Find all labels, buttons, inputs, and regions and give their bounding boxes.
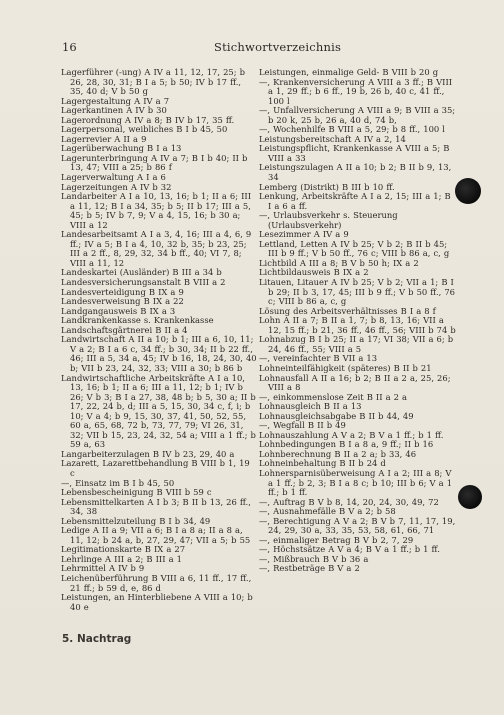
index-entry: Landschaftsgärtnerei B II a 4 bbox=[61, 324, 188, 335]
index-entry: Lichtbild A III a 8; B V b 50 h; IX a 2 bbox=[259, 257, 419, 268]
index-entry: Lohnersparnisüberweisung A I a 2; III a 8; V a 1 ff.; b 2, 3; B I a 8 c; b 10; III b 6; V a 1 ff.; b 1 ff. bbox=[259, 467, 453, 498]
punch-hole-top bbox=[455, 178, 481, 204]
index-entry: —, Einsatz im B I b 45, 50 bbox=[61, 477, 175, 488]
index-entry: Landwirtschaft A II a 10; b 1; III a 6, 10, 11; V a 2; B I a 6 c, 34 ff.; b 30, 34; II b 22 ff., 46; III a 5, 34 a, 45; IV b 16, 18, 24, 30, 40 b; VII b 23, 24, 32, 33; VIII a 30; b 86 b bbox=[61, 334, 257, 373]
index-entry: Lohnberechnung B II a 2 a; b 33, 46 bbox=[259, 448, 417, 459]
index-entry: Lehrmittel A IV b 9 bbox=[61, 563, 145, 574]
index-entry: Landwirtschaftliche Arbeitskräfte A I a 10, 13, 16; b 1; II a 6; III a 11, 12; b 1; IV b 26; V b 3; B I a 27, 38, 48 b; b 5, 30 a; II b 17, 22, 24 b, d; III a 5, 15, 30, 34 c, f, i; b 10; V a 4; b 9, 15, 30, 37, 41, 50, 52, 55, 60 a, 65, 68, 72 b, 73, 77, 79; VI 26, 31, 32; VII b 15, 23, 24, 32, 54 a; VIII a 1 ff.; b 59 a, 63 bbox=[61, 372, 256, 450]
index-column-right bbox=[259, 68, 456, 574]
index-entry: Landgangausweis B IX a 3 bbox=[61, 305, 176, 316]
index-entry: Leistungszulagen A II a 10; b 2; B II b 9, 13, 34 bbox=[259, 162, 452, 183]
index-entry: —, vereinfachter B VII a 13 bbox=[259, 353, 378, 364]
index-entry: —, Wochenhilfe B VIII a 5, 29; b 8 ff., 100 l bbox=[259, 124, 445, 135]
index-entry: Lohnbedingungen B I a 8 a, 9 ff.; II b 16 bbox=[259, 439, 434, 450]
index-entry: Lebensmittelkarten A I b 3; B II b 13, 26 ff., 34, 38 bbox=[61, 496, 251, 517]
index-entry: Lazarett, Lazarettbehandlung B VIII b 1, 19 c bbox=[61, 458, 250, 478]
index-entry: Lagerpersonal, weibliches B I b 45, 50 bbox=[61, 124, 228, 135]
index-entry: Leichenüberführung B VIII a 6, 11 ff., 17 ff., 21 ff.; b 59 d, e, 86 d bbox=[61, 572, 252, 593]
index-entry: Lebensbescheinigung B VIII b 59 c bbox=[61, 487, 212, 498]
index-entry: Lagerrevier A II a 9 bbox=[61, 133, 147, 144]
index-entry: Lohnausfall A II a 16; b 2; B II a 2 a, 25, 26; VIII a 8 bbox=[259, 372, 451, 393]
punch-hole-bottom bbox=[458, 485, 482, 509]
index-entry: Lohnabzug B I b 25; II a 17; VI 38; VII a 6; b 24, 46 ff., 55; VIII a 5 bbox=[259, 334, 454, 354]
index-entry: Lohn A II a 7; B II a 1, 7; b 8, 13, 16; VII a 12, 15 ff.; b 21, 36 ff., 46 ff., 56; VIII b 74 b bbox=[259, 315, 456, 335]
index-entry: Ledige A II a 9; VII a 6; B I a 8 a; II a 8 a, 11, 12; b 24 a, b, 27, 29, 47; VII a 5; b 55 bbox=[61, 525, 251, 545]
page-number: 16 bbox=[62, 40, 77, 54]
index-entry: Langarbeiterzulagen B IV b 23, 29, 40 a bbox=[61, 448, 235, 459]
index-entry: Lohnauszahlung A V a 2; B V a 1 ff.; b 1 ff. bbox=[259, 429, 444, 440]
index-entry: —, Krankenversicherung A VIII a 3 ff.; B VIII a 1, 29 ff.; b 6 ff., 19 b, 26 b, 40 c, 41 ff., 100 l bbox=[259, 76, 453, 106]
index-entry: Lebensmittelzuteilung B I b 34, 49 bbox=[61, 515, 211, 526]
index-entry: —, Mißbrauch B V b 36 a bbox=[259, 553, 369, 564]
index-entry: —, Auftrag B V b 8, 14, 20, 24, 30, 49, 72 bbox=[259, 496, 439, 507]
index-entry: Lenkung, Arbeitskräfte A I a 2, 15; III a 1; B I a 6 a ff. bbox=[259, 191, 451, 211]
index-entry: Lösung des Arbeitsverhältnisses B I a 8 f bbox=[259, 305, 436, 316]
index-entry: Leistungsbereitschaft A IV a 2, 14 bbox=[259, 133, 406, 144]
index-entry: —, einkommenslose Zeit B II a 2 a bbox=[259, 391, 408, 402]
index-entry: —, Ausnahmefälle B V a 2; b 58 bbox=[259, 506, 396, 517]
index-entry: Leistungen, einmalige Geld- B VIII b 20 g bbox=[259, 67, 439, 77]
index-entry: —, Wegfall B II b 49 bbox=[259, 420, 346, 431]
index-entry: —, Urlaubsverkehr s. Steuerung (Urlaubsverkehr) bbox=[259, 210, 398, 230]
index-entry: Lohneinbehaltung B II b 24 d bbox=[259, 458, 386, 469]
index-entry: Landesversicherungsanstalt B VIII a 2 bbox=[61, 277, 226, 288]
index-entry: —, Berechtigung A V a 2; B V b 7, 11, 17, 19, 24, 29, 30 a, 33, 35, 53, 58, 61, 66, 71 bbox=[259, 515, 456, 536]
index-entry: Landesarbeitsamt A I a 3, 4, 16; III a 4, 6, 9 ff.; IV a 5; B I a 4, 10, 32 b, 35; b 23, 25; III a 2 ff., 8, 29, 32, 34 b ff., 40; VI 7, 8; VIII a 11, 12 bbox=[61, 229, 252, 268]
index-entry: —, einmaliger Betrag B V b 2, 7, 29 bbox=[259, 534, 414, 545]
index-entry: Landkrankenkasse s. Krankenkasse bbox=[61, 315, 214, 326]
index-entry: Lagerordnung A IV a 8; B IV b 17, 35 ff. bbox=[61, 114, 235, 125]
index-entry: Lagerkantinen A IV b 30 bbox=[61, 105, 167, 116]
index-entry: Landesverweisung B IX a 22 bbox=[61, 296, 184, 307]
page-header bbox=[0, 40, 504, 56]
index-entry: Lemberg (Distrikt) B III b 10 ff. bbox=[259, 181, 395, 192]
index-entry: Lagerüberwachung B I a 13 bbox=[61, 143, 182, 154]
index-entry: Lagerzeitungen A IV b 32 bbox=[61, 181, 172, 192]
index-entry: Lohnausgleich B II a 13 bbox=[259, 401, 362, 412]
index-entry: Landeskartei (Ausländer) B III a 34 b bbox=[61, 267, 222, 278]
index-entry: Lesezimmer A IV a 9 bbox=[259, 229, 349, 240]
page-title: Stichwortverzeichnis bbox=[214, 40, 342, 54]
index-entry: Lichtbildausweis B IX a 2 bbox=[259, 267, 369, 278]
index-entry: —, Unfallversicherung A VIII a 9; B VIII a 35; b 20 k, 25 b, 26 a, 40 d, 74 b, bbox=[259, 105, 456, 125]
index-entry: —, Höchstsätze A V a 4; B V a 1 ff.; b 1 ff. bbox=[259, 544, 440, 555]
index-column-left bbox=[61, 68, 257, 612]
index-entry: Landarbeiter A I a 10, 13, 16; b 1; II a 6; III a 11, 12; B I a 34, 35; b 5; II b 17; III a 5, 45; b 5; IV b 7, 9; V a 4, 15, 16; b 30 a; VIII a 12 bbox=[61, 191, 252, 230]
index-entry: Lagerunterbringung A IV a 7; B I b 40; II b 13, 47; VIII a 25; b 86 f bbox=[61, 152, 248, 173]
index-entry: Lohnausgleichsabgabe B II b 44, 49 bbox=[259, 410, 414, 421]
index-entry: Lagerführer (-ung) A IV a 11, 12, 17, 25; b 26, 28, 30, 31; B I a 5; b 50; IV b 17 ff., 35, 40 d; V b 50 g bbox=[61, 67, 245, 97]
index-entry: Lehrlinge A III a 2; B III a 1 bbox=[61, 553, 182, 564]
index-entry: Legitimationskarte B IX a 27 bbox=[61, 544, 186, 555]
index-entry: —, Restbeträge B V a 2 bbox=[259, 563, 360, 574]
index-entry: Litauen, Litauer A IV b 25; V b 2; VII a 1; B I b 29; II b 3, 17, 45; III b 9 ff.; V b 50 ff., 76 c; VIII b 86 a, c, g bbox=[259, 277, 455, 307]
supplement-note: 5. Nachtrag bbox=[62, 633, 132, 645]
index-entry: Lohneinteilfähigkeit (späteres) B II b 21 bbox=[259, 362, 432, 373]
index-entry: Lagergestaltung A IV a 7 bbox=[61, 95, 170, 106]
index-entry: Leistungspflicht, Krankenkasse A VIII a 5; B VIII a 33 bbox=[259, 143, 450, 163]
index-entry: Lettland, Letten A IV b 25; V b 2; B II b 45; III b 9 ff.; V b 50 ff., 76 c; VIII b 86 a, c, g bbox=[259, 238, 450, 259]
index-entry: Lagerverwaltung A I a 6 bbox=[61, 172, 166, 183]
index-entry: Landesverteidigung B IX a 9 bbox=[61, 286, 184, 297]
index-entry: Leistungen, an Hinterbliebene A VIII a 10; b 40 e bbox=[61, 592, 253, 612]
